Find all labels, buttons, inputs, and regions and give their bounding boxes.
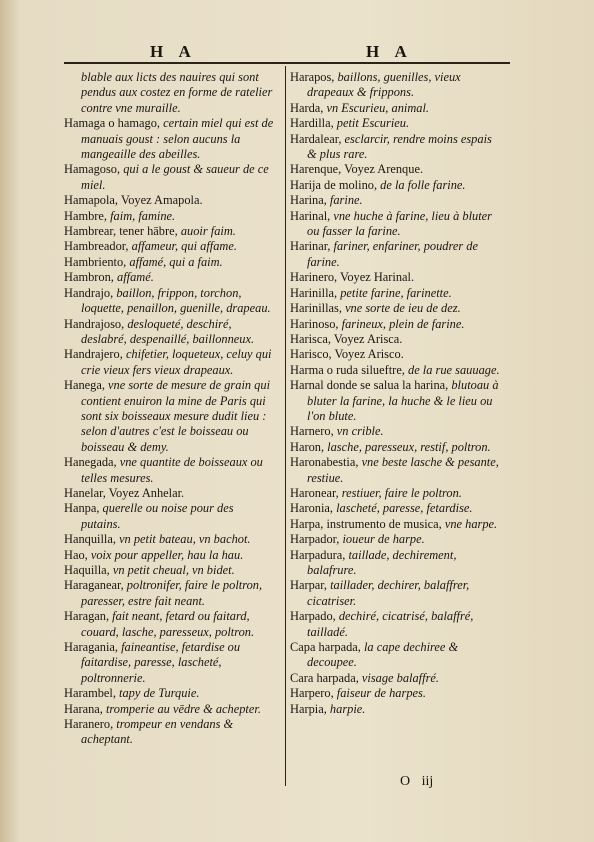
running-head-left: H A (150, 42, 197, 61)
entry-headword: Haquilla, (64, 563, 113, 577)
entry-headword: Harinillas, (290, 301, 346, 316)
entry-definition: harpie. (329, 701, 366, 716)
entry-definition: visage balaffré. (361, 670, 439, 685)
entry-headword: Harana, (64, 701, 106, 716)
entry-headword: Harma o ruda silueftre, (290, 362, 409, 377)
running-head-right: H A (366, 42, 413, 61)
entry-definition: de la rue sauuage. (408, 362, 500, 377)
entry-headword: Hamagoso, (64, 162, 124, 177)
entry-definition: affamé. (117, 270, 154, 285)
entry-definition: certain miel qui est de manuais goust : selon aucuns la mangeaille des abeilles. (81, 116, 274, 162)
dictionary-entry (290, 317, 504, 332)
entry-headword: Handrajoso, (64, 316, 128, 331)
entry-headword: Harinar, (290, 239, 334, 254)
entry-definition: vne beste lasche & pesante, restiue. (307, 455, 499, 485)
dictionary-entry (64, 686, 276, 701)
dictionary-entry (64, 609, 276, 640)
entry-definition: lascheté, paresse, fetardise. (336, 501, 473, 516)
entry-definition: farineux, plein de farine. (341, 316, 465, 331)
dictionary-entry (290, 286, 504, 301)
entry-definition: farine. (329, 193, 363, 208)
entry-headword: Harpa, instrumento de musica, (290, 516, 445, 531)
dictionary-entry (290, 378, 504, 424)
entry-headword: Hambriento, (64, 254, 130, 269)
column-divider (285, 66, 286, 786)
entry-headword: Hanegada, (64, 455, 120, 470)
entry-definition: taillader, dechirer, balaffrer, cicatriser. (307, 578, 470, 608)
entry-headword: Harisca, Voyez Arisca. (290, 331, 403, 346)
dictionary-entry (64, 270, 276, 285)
entry-definition: vne sorte de ieu de dez. (345, 301, 461, 316)
dictionary-entry (64, 548, 276, 563)
entry-headword: Haronia, (290, 501, 337, 516)
entry-headword: Haragan, (64, 609, 113, 624)
dictionary-entry (290, 209, 504, 240)
entry-definition: desloqueté, deschiré, deslabré, despenaillé, baillonneux. (81, 316, 255, 346)
dictionary-entry (290, 702, 504, 717)
dictionary-entry (290, 239, 504, 270)
entry-headword: Haraganear, (64, 578, 127, 593)
entry-headword: Hambron, (64, 270, 117, 285)
entry-headword: Hardilla, (290, 116, 337, 131)
entry-definition: chifetier, loqueteux, celuy qui crie vieux fers vieux drapeaux. (81, 347, 272, 377)
entry-headword: Hanquilla, (64, 532, 120, 547)
entry-definition: vn crible. (336, 424, 384, 439)
dictionary-entry (290, 486, 504, 501)
dictionary-entry (64, 563, 276, 578)
entry-definition: faiseur de harpes. (336, 686, 426, 701)
entry-definition: la cape dechiree & decoupee. (307, 640, 459, 670)
dictionary-entry (290, 424, 504, 439)
entry-headword: Harpadura, (290, 547, 349, 562)
entry-headword: Harpia, (290, 701, 330, 716)
header-rule (64, 62, 510, 64)
entry-headword: Hao, (64, 547, 91, 562)
entry-definition: trompeur en vendans & acheptant. (81, 717, 234, 747)
dictionary-entry (64, 162, 276, 193)
entry-definition: fariner, enfariner, poudrer de farine. (307, 239, 478, 269)
entry-headword: Harapos, (290, 70, 338, 84)
entry-headword: Harpero, (290, 686, 337, 701)
entry-definition: tromperie au vēdre & achepter. (105, 701, 261, 716)
entry-headword: Hanpa, (64, 501, 103, 516)
dictionary-entry (64, 317, 276, 348)
entry-headword: Hanega, (64, 378, 109, 393)
entry-headword: Hambre, (64, 208, 111, 223)
entry-definition: blable aux licts des nauires qui sont pendus aux costez en forme de ratelier contre vne muraille. (81, 70, 273, 115)
entry-headword: Hambrear, tener hābre, (64, 224, 181, 239)
entry-definition: baillons, guenilles, vieux drapeaux & frippons. (307, 70, 461, 100)
entry-definition: lasche, paresseux, restif, poltron. (327, 439, 491, 454)
dictionary-entry (64, 532, 276, 547)
entry-headword: Capa harpada, (290, 640, 364, 655)
entry-definition: voix pour appeller, hau la hau. (90, 547, 244, 562)
dictionary-entry (64, 578, 276, 609)
dictionary-entry (64, 640, 276, 686)
entry-definition: auoir faim. (180, 224, 236, 239)
entry-headword: Harambel, (64, 686, 120, 701)
entry-headword: Harinal, (290, 208, 334, 223)
entry-headword: Harija de molino, (290, 177, 381, 192)
right-column (290, 70, 504, 717)
entry-headword: Harnero, (290, 424, 337, 439)
dictionary-entry (290, 548, 504, 579)
entry-definition: vne harpe. (444, 516, 498, 531)
entry-definition: vn petit cheual, vn bidet. (112, 563, 235, 577)
dictionary-entry (64, 702, 276, 717)
dictionary-entry (290, 347, 504, 362)
dictionary-entry (64, 455, 276, 486)
entry-definition: vn Escurieu, animal. (326, 100, 430, 115)
entry-headword: Haronabestia, (290, 455, 362, 470)
dictionary-entry (290, 578, 504, 609)
dictionary-entry (290, 501, 504, 516)
entry-headword: Cara harpada, (290, 670, 362, 685)
dictionary-entry (64, 239, 276, 254)
entry-definition: affamé, qui a faim. (129, 254, 223, 269)
left-column (64, 70, 276, 748)
signature-mark: O iij (400, 774, 434, 789)
dictionary-entry (290, 440, 504, 455)
dictionary-entry (290, 193, 504, 208)
entry-headword: Harpar, (290, 578, 331, 593)
entry-definition: petite farine, farinette. (340, 285, 452, 300)
entry-definition: petit Escurieu. (336, 116, 410, 131)
entry-headword: Haronear, (290, 485, 342, 500)
dictionary-entry (290, 517, 504, 532)
dictionary-entry (290, 132, 504, 163)
dictionary-entry (64, 378, 276, 455)
entry-definition: poltronifer, faire le poltron, paresser, estre fait neant. (81, 578, 263, 608)
entry-definition: de la folle farine. (380, 177, 466, 192)
entry-definition: fait neant, fetard ou faitard, couard, lasche, paresseux, poltron. (81, 609, 255, 639)
dictionary-entry (290, 363, 504, 378)
dictionary-entry (64, 193, 276, 208)
entry-definition: qui a le goust & saueur de ce miel. (81, 162, 269, 192)
dictionary-entry (290, 609, 504, 640)
dictionary-entry (64, 286, 276, 317)
entry-headword: Hamapola, Voyez Amapola. (64, 193, 203, 208)
dictionary-entry (290, 116, 504, 131)
entry-headword: Harenque, Voyez Arenque. (290, 162, 424, 177)
entry-headword: Hambreador, (64, 239, 132, 254)
entry-definition: esclarcir, rendre moins espais & plus rare. (307, 131, 492, 162)
dictionary-entry (64, 209, 276, 224)
dictionary-entry (290, 178, 504, 193)
dictionary-entry (290, 162, 504, 177)
dictionary-entry (64, 224, 276, 239)
entry-definition: vne quantite de boisseaux ou telles mesures. (81, 455, 263, 485)
entry-headword: Hanelar, Voyez Anhelar. (64, 485, 185, 500)
dictionary-entry (64, 717, 276, 748)
entry-definition: ioueur de harpe. (342, 532, 425, 547)
entry-definition: tapy de Turquie. (119, 686, 200, 701)
entry-definition: baillon, frippon, torchon, loquette, penaillon, guenille, drapeau. (81, 285, 271, 316)
entry-definition: vne huche à farine, lieu à bluter ou fasser la farine. (307, 208, 492, 239)
dictionary-entry (64, 347, 276, 378)
entry-headword: Harinoso, (290, 316, 342, 331)
entry-headword: Haron, (290, 439, 328, 454)
dictionary-entry (64, 70, 276, 116)
dictionary-entry (64, 501, 276, 532)
entry-definition: querelle ou noise pour des putains. (81, 501, 234, 531)
entry-definition: vne sorte de mesure de grain qui contient enuiron la mine de Paris qui sont six boisseaux mesure dudit lieu : selon d'autres c'est le boisseau ou boisseau & demy. (81, 378, 271, 454)
dictionary-entry (290, 332, 504, 347)
entry-definition: faim, famine. (110, 208, 176, 223)
dictionary-entry (64, 486, 276, 501)
entry-definition: affameur, qui affame. (131, 239, 237, 254)
entry-definition: blutoau à bluter la farine, la huche & le lieu ou l'on blute. (307, 378, 499, 423)
entry-headword: Handrajero, (64, 347, 126, 362)
entry-headword: Harisco, Voyez Arisco. (290, 347, 404, 362)
dictionary-entry (290, 101, 504, 116)
entry-headword: Hardalear, (290, 131, 345, 146)
entry-headword: Harina, (290, 193, 330, 208)
dictionary-entry (290, 532, 504, 547)
dictionary-entry (290, 671, 504, 686)
entry-headword: Hamaga o hamago, (64, 116, 164, 131)
entry-headword: Handrajo, (64, 285, 117, 300)
dictionary-entry (290, 70, 504, 101)
entry-definition: vn petit bateau, vn bachot. (119, 532, 251, 547)
entry-definition: restiuer, faire le poltron. (341, 485, 462, 500)
dictionary-entry (290, 455, 504, 486)
dictionary-entry (290, 301, 504, 316)
entry-headword: Harinilla, (290, 285, 341, 300)
entry-headword: Harnal donde se salua la harina, (290, 378, 452, 393)
dictionary-entry (64, 116, 276, 162)
entry-definition: faineantise, fetardise ou faitardise, paresse, lascheté, poltronnerie. (81, 640, 241, 685)
entry-definition: taillade, dechirement, balafrure. (307, 547, 457, 577)
entry-headword: Harpado, (290, 609, 339, 624)
entry-headword: Harinero, Voyez Harinal. (290, 270, 415, 285)
entry-headword: Haragania, (64, 640, 122, 655)
entry-definition: dechiré, cicatrisé, balaffré, tailladé. (307, 609, 474, 639)
dictionary-entry (290, 270, 504, 285)
dictionary-entry (290, 640, 504, 671)
dictionary-entry (64, 255, 276, 270)
entry-headword: Harda, (290, 100, 327, 115)
entry-headword: Harpador, (290, 532, 343, 547)
dictionary-entry (290, 686, 504, 701)
entry-headword: Haranero, (64, 717, 117, 732)
